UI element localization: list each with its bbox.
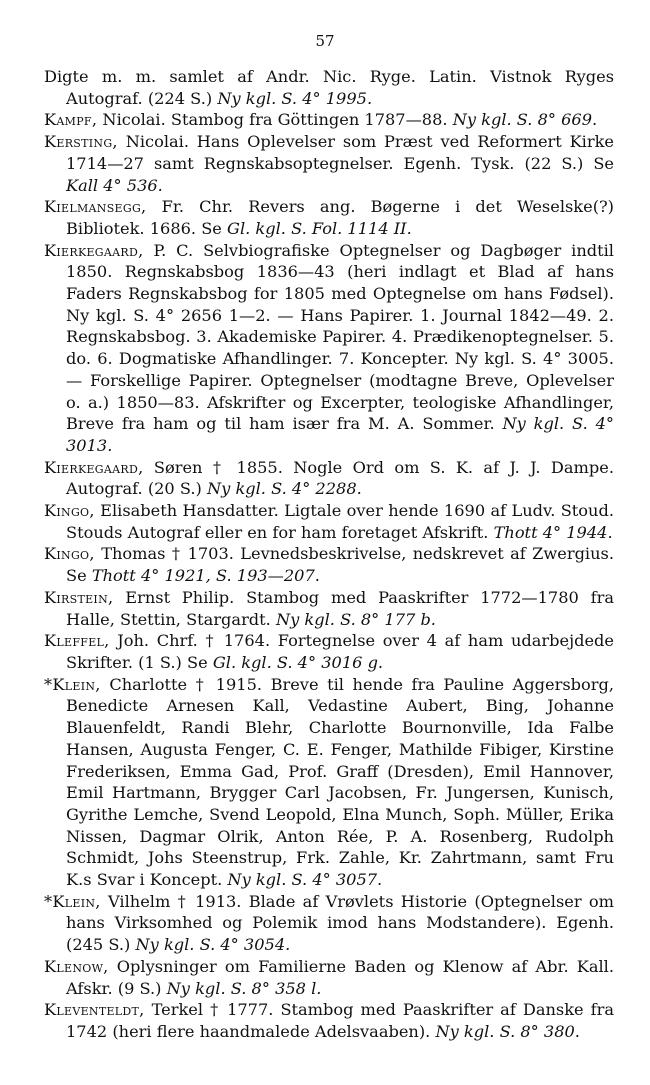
entry-head: Klenow,	[44, 956, 109, 976]
entry-text: Digte m. m. samlet af Andr. Nic. Ryge. Latin. Vistnok Ryges Autograf. (224 S.)	[44, 67, 614, 108]
entry-head: *Klein,	[44, 891, 101, 911]
catalog-entry	[44, 457, 614, 500]
catalog-entry	[44, 587, 614, 630]
catalog-entry	[44, 240, 614, 457]
entry-ref: Ny kgl. S. 4° 3057.	[227, 870, 383, 890]
entry-ref: Ny kgl. S. 8° 380.	[435, 1021, 580, 1041]
entry-ref: Ny kgl. S. 4° 3013.	[66, 414, 614, 455]
entry-ref: Ny kgl. S. 8° 669.	[452, 110, 598, 130]
entry-text: Nicolai. Hans Oplevelser som Præst ved Reformert Kirke 1714—27 samt Regnskabsoptegnelser. Egenh. Tysk. (22 S.) Se	[66, 132, 614, 173]
entry-ref: Ny kgl. S. 8° 177 b.	[275, 609, 436, 629]
catalog-entry	[44, 891, 614, 956]
entry-head: Kampf,	[44, 110, 98, 130]
entry-ref: Thott 4° 1921, S. 193—207.	[91, 566, 320, 586]
entry-text: Nicolai. Stambog fra Göttingen 1787—88.	[97, 110, 453, 130]
catalog-entry	[44, 196, 614, 239]
entry-text: Søren † 1855. Nogle Ord om S. K. af J. J. Dampe. Autograf. (20 S.)	[66, 457, 614, 499]
entry-ref: Ny kgl. S. 8° 358 l.	[166, 978, 322, 998]
entry-head: Kleventeldt,	[44, 1000, 145, 1020]
entry-head: Kirstein,	[44, 587, 114, 607]
entry-head: Kierkegaard,	[44, 240, 144, 260]
entry-text: Thomas † 1703. Levnedsbeskrivelse, nedskrevet af Zwergius. Se	[66, 544, 614, 586]
entry-text: Fr. Chr. Revers ang. Bøgerne i det Weselske(?) Bibliotek. 1686. Se	[66, 197, 614, 238]
entry-ref: Kall 4° 536.	[66, 175, 163, 195]
entry-head: *Klein,	[44, 674, 101, 694]
entry-text: Oplysninger om Familierne Baden og Klenow af Abr. Kall. Afskr. (9 S.)	[66, 956, 614, 998]
catalog-entry	[44, 956, 614, 999]
catalog-entry	[44, 500, 614, 543]
catalog-entry	[44, 131, 614, 196]
entry-text: Elisabeth Hansdatter. Ligtale over hende 1690 af Ludv. Stoud. Stouds Autograf eller en for ham foretaget Afskrift.	[66, 501, 614, 542]
entry-ref: Thott 4° 1944.	[493, 522, 613, 542]
catalog-entry	[44, 674, 614, 891]
entry-text: Charlotte † 1915. Breve til hende fra Pauline Aggersborg, Benedicte Arnesen Kall, Vedastine Aubert, Bing, Johanne Blauenfeldt, Randi Blehr, Charlotte Bournonville, Ida Falbe Hansen, Augusta Fenger, C. E. Fenger, Mathilde Fibiger, Kirstine Frederiksen, Emma Gad, Prof. Graff (Dresden), Emil Hannover, Emil Hartmann, Brygger Carl Jacobsen, Fr. Jungersen, Kunisch, Gyrithe Lemche, Svend Leopold, Elna Munch, Soph. Müller, Erika Nissen, Dagmar Olrik, Anton Rée, P. A. Rosenberg, Rudolph Schmidt, Johs Steenstrup, Frk. Zahle, Kr. Zahrtmann, samt Fru K.s Svar i Koncept.	[66, 674, 614, 890]
catalog-entry	[44, 999, 614, 1042]
entry-head: Kingo,	[44, 501, 95, 521]
entry-text: Vilhelm † 1913. Blade af Vrøvlets Historie (Optegnelser om hans Virksomhed og Polemik imod hans Modstandere). Egenh. (245 S.)	[66, 891, 614, 955]
catalog-entries	[44, 66, 614, 1043]
page-number: 57	[315, 32, 335, 50]
entry-head: Kersting,	[44, 132, 118, 152]
entry-text: P. C. Selvbiografiske Optegnelser og Dagbøger indtil 1850. Regnskabsbog 1836—43 (heri indlagt et Blad af hans Faders Regnskabsbog for 1805 med Optegnelse om hans Fødsel). Ny kgl. S. 4° 2656 1—2. — Hans Papirer. 1. Journal 1842—49. 2. Regnskabsbog. 3. Akademiske Papirer. 4. Prædikenoptegnelser. 5. do. 6. Dogmatiske Afhandlinger. 7. Koncepter. Ny kgl. S. 4° 3005. — Forskellige Papirer. Optegnelser (modtagne Breve, Oplevelser o. a.) 1850—83. Afskrifter og Excerpter, teologiske Afhandlinger, Breve fra ham og til ham især fra M. A. Sommer.	[66, 240, 614, 434]
entry-ref: Ny kgl. S. 4° 2288.	[207, 479, 362, 499]
entry-ref: Gl. kgl. S. 4° 3016 g.	[212, 652, 384, 672]
entry-text: Terkel † 1777. Stambog med Paaskrifter af Danske fra 1742 (heri flere haandmalede Adelsvaaben).	[66, 1000, 614, 1041]
entry-head: Kielmansegg,	[44, 197, 147, 217]
entry-ref: Ny kgl. S. 4° 1995.	[217, 88, 373, 108]
catalog-entry	[44, 109, 614, 131]
entry-text: Ernst Philip. Stambog med Paaskrifter 1772—1780 fra Halle, Stettin, Stargardt.	[66, 587, 614, 629]
entry-ref: Gl. kgl. S. Fol. 1114 II.	[227, 218, 412, 238]
entry-head: Kleffel,	[44, 631, 110, 651]
entry-ref: Ny kgl. S. 4° 3054.	[135, 935, 291, 955]
catalog-entry	[44, 543, 614, 586]
entry-text: Joh. Chrf. † 1764. Fortegnelse over 4 af ham udarbejdede Skrifter. (1 S.) Se	[66, 631, 614, 672]
entry-head: Kierkegaard,	[44, 457, 144, 477]
catalog-entry	[44, 630, 614, 673]
catalog-entry	[44, 66, 614, 109]
entry-head: Kingo,	[44, 544, 95, 564]
